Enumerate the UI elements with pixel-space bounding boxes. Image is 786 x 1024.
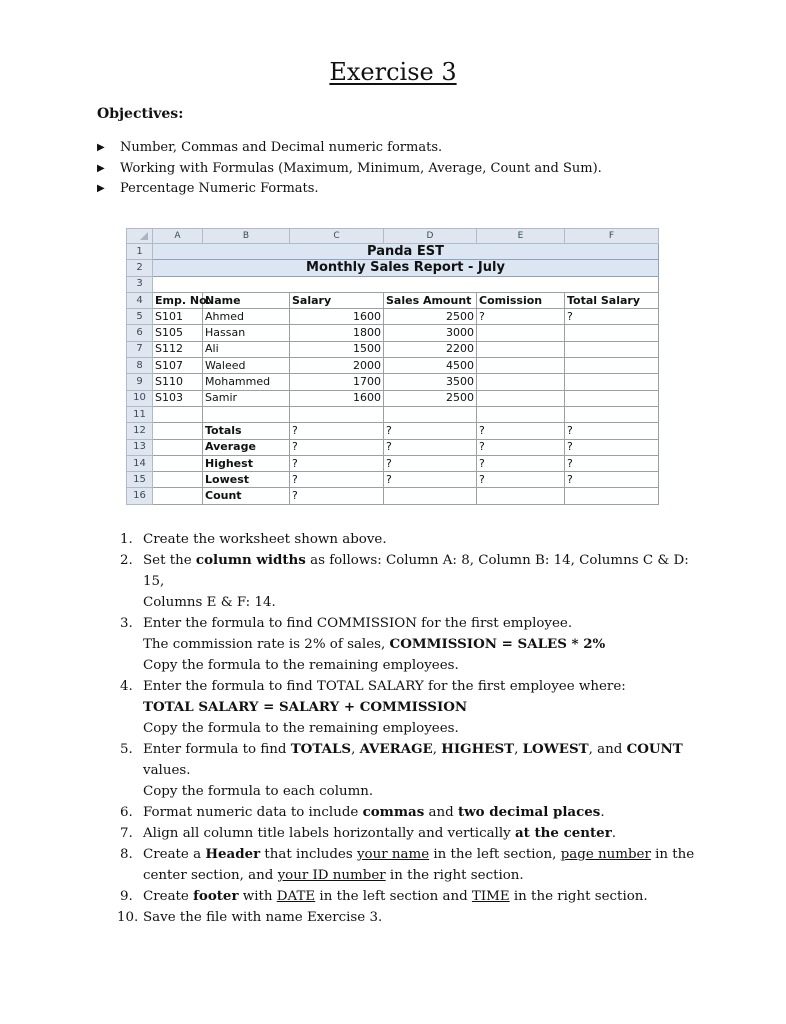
- header-emp-no: Emp. No.: [153, 292, 203, 308]
- empty-cell: [290, 406, 384, 422]
- summary-row: [127, 423, 659, 439]
- empty-cell: [153, 439, 203, 455]
- row-number: 15: [127, 472, 153, 488]
- commission-cell: [477, 358, 565, 374]
- step-8: 8. Create a Header that includes your name in the left section, page number in the center section, and your ID number in the right section.: [120, 846, 695, 883]
- step-2: 2. Set the column widths as follows: Column A: 8, Column B: 14, Columns C & D: 15, Columns E & F: 14.: [120, 552, 689, 610]
- summary-label: Lowest: [203, 472, 290, 488]
- row-number: 3: [127, 276, 153, 292]
- summary-sales-cell: ?: [384, 423, 477, 439]
- row-number: 14: [127, 455, 153, 471]
- step-9: 9. Create footer with DATE in the left section and TIME in the right section.: [120, 888, 648, 904]
- objective-item: ▶ Percentage Numeric Formats.: [97, 179, 602, 200]
- commission-cell: [477, 341, 565, 357]
- sheet-row-2: [127, 260, 659, 276]
- summary-row: [127, 472, 659, 488]
- total-salary-cell: [565, 374, 659, 390]
- bullet-arrow-icon: ▶: [97, 142, 105, 153]
- emp-name-cell: Ahmed: [203, 309, 290, 325]
- header-sales-amount: Sales Amount: [384, 292, 477, 308]
- summary-label: Highest: [203, 455, 290, 471]
- column-header-b: B: [203, 229, 290, 244]
- sales-cell: 2500: [384, 390, 477, 406]
- row-number: 2: [127, 260, 153, 276]
- summary-total-cell: ?: [565, 455, 659, 471]
- summary-sales-cell: ?: [384, 472, 477, 488]
- salary-cell: 1800: [290, 325, 384, 341]
- salary-cell: 1500: [290, 341, 384, 357]
- emp-name-cell: Ali: [203, 341, 290, 357]
- step-1: 1. Create the worksheet shown above.: [120, 532, 387, 547]
- summary-commission-cell: ?: [477, 439, 565, 455]
- summary-label: Count: [203, 488, 290, 504]
- step-5: 5. Enter formula to find TOTALS, AVERAGE, HIGHEST, LOWEST, and COUNT values. Copy the formula to each column.: [120, 741, 683, 799]
- total-salary-cell: [565, 325, 659, 341]
- step-4: 4. Enter the formula to find TOTAL SALARY for the first employee where: TOTAL SALARY = SALARY + COMMISSION Copy the formula to the remaining employees.: [120, 679, 626, 736]
- summary-salary-cell: ?: [290, 439, 384, 455]
- row-number: 16: [127, 488, 153, 504]
- row-number: 9: [127, 374, 153, 390]
- total-salary-cell: [565, 358, 659, 374]
- objective-item: ▶ Working with Formulas (Maximum, Minimum, Average, Count and Sum).: [97, 159, 602, 180]
- emp-id-cell: S107: [153, 358, 203, 374]
- salary-cell: 1600: [290, 390, 384, 406]
- row-number: 11: [127, 406, 153, 422]
- empty-cell: [203, 406, 290, 422]
- empty-cell: [565, 406, 659, 422]
- step-3: 3. Enter the formula to find COMMISSION for the first employee. The commission rate is 2% of sales, COMMISSION = SALES * 2% Copy the formula to the remaining employees.: [120, 616, 606, 673]
- emp-id-cell: S101: [153, 309, 203, 325]
- objectives-heading: Objectives:: [97, 106, 184, 122]
- company-title-cell: Panda EST: [153, 244, 659, 260]
- header-name: Name: [203, 292, 290, 308]
- instructions-list: [117, 529, 700, 928]
- summary-row: [127, 455, 659, 471]
- empty-cell: [153, 406, 203, 422]
- total-salary-cell: [565, 390, 659, 406]
- salary-cell: 2000: [290, 358, 384, 374]
- commission-cell: [477, 325, 565, 341]
- emp-name-cell: Waleed: [203, 358, 290, 374]
- summary-sales-cell: [384, 488, 477, 504]
- objectives-list: [97, 138, 602, 200]
- column-header-a: A: [153, 229, 203, 244]
- sheet-row-3: [127, 276, 659, 292]
- summary-commission-cell: ?: [477, 472, 565, 488]
- total-salary-cell: [565, 341, 659, 357]
- summary-total-cell: ?: [565, 439, 659, 455]
- employee-row: [127, 390, 659, 406]
- header-salary: Salary: [290, 292, 384, 308]
- sheet-row-1: [127, 244, 659, 260]
- empty-cell: [153, 423, 203, 439]
- row-number: 1: [127, 244, 153, 260]
- summary-sales-cell: ?: [384, 455, 477, 471]
- sales-cell: 3500: [384, 374, 477, 390]
- page-title: Exercise 3: [329, 58, 457, 86]
- empty-row: [153, 276, 659, 292]
- bullet-arrow-icon: ▶: [97, 162, 105, 174]
- summary-commission-cell: ?: [477, 455, 565, 471]
- step-7: 7. Align all column title labels horizontally and vertically at the center.: [120, 825, 617, 841]
- column-header-d: D: [384, 229, 477, 244]
- row-number: 7: [127, 341, 153, 357]
- emp-id-cell: S110: [153, 374, 203, 390]
- employee-row: [127, 374, 659, 390]
- step-6: 6. Format numeric data to include commas and two decimal places.: [120, 804, 605, 820]
- summary-total-cell: ?: [565, 472, 659, 488]
- emp-name-cell: Hassan: [203, 325, 290, 341]
- emp-id-cell: S103: [153, 390, 203, 406]
- row-number: 5: [127, 309, 153, 325]
- emp-id-cell: S105: [153, 325, 203, 341]
- objective-item: ▶ Number, Commas and Decimal numeric formats.: [97, 138, 602, 159]
- header-total-salary: Total Salary: [565, 292, 659, 308]
- emp-name-cell: Mohammed: [203, 374, 290, 390]
- select-all-corner: [127, 229, 153, 244]
- summary-label: Average: [203, 439, 290, 455]
- salary-cell: 1600: [290, 309, 384, 325]
- empty-cell: [153, 472, 203, 488]
- row-number: 4: [127, 292, 153, 308]
- sales-cell: 3000: [384, 325, 477, 341]
- salary-cell: 1700: [290, 374, 384, 390]
- column-header-row: [127, 229, 659, 244]
- commission-cell: [477, 390, 565, 406]
- column-header-c: C: [290, 229, 384, 244]
- summary-commission-cell: ?: [477, 423, 565, 439]
- sheet-row-4-headers: [127, 292, 659, 308]
- sheet-row-11: [127, 406, 659, 422]
- summary-label: Totals: [203, 423, 290, 439]
- employee-row: [127, 309, 659, 325]
- employee-row: [127, 358, 659, 374]
- summary-sales-cell: ?: [384, 439, 477, 455]
- header-commission: Comission: [477, 292, 565, 308]
- emp-name-cell: Samir: [203, 390, 290, 406]
- row-number: 6: [127, 325, 153, 341]
- summary-salary-cell: ?: [290, 455, 384, 471]
- summary-row: [127, 439, 659, 455]
- emp-id-cell: S112: [153, 341, 203, 357]
- summary-total-cell: [565, 488, 659, 504]
- row-number: 13: [127, 439, 153, 455]
- bullet-arrow-icon: ▶: [97, 183, 105, 194]
- summary-total-cell: ?: [565, 423, 659, 439]
- column-header-f: F: [565, 229, 659, 244]
- summary-salary-cell: ?: [290, 472, 384, 488]
- commission-cell: [477, 374, 565, 390]
- empty-cell: [153, 488, 203, 504]
- column-header-e: E: [477, 229, 565, 244]
- sales-cell: 2500: [384, 309, 477, 325]
- summary-row: [127, 488, 659, 504]
- sales-cell: 4500: [384, 358, 477, 374]
- total-salary-cell: ?: [565, 309, 659, 325]
- sales-cell: 2200: [384, 341, 477, 357]
- summary-salary-cell: ?: [290, 423, 384, 439]
- worksheet-grid: [126, 228, 659, 505]
- report-title-cell: Monthly Sales Report - July: [153, 260, 659, 276]
- employee-row: [127, 325, 659, 341]
- empty-cell: [153, 455, 203, 471]
- summary-commission-cell: [477, 488, 565, 504]
- row-number: 8: [127, 358, 153, 374]
- summary-salary-cell: ?: [290, 488, 384, 504]
- empty-cell: [477, 406, 565, 422]
- spreadsheet-image: [126, 228, 658, 505]
- empty-cell: [384, 406, 477, 422]
- commission-cell: ?: [477, 309, 565, 325]
- row-number: 10: [127, 390, 153, 406]
- employee-row: [127, 341, 659, 357]
- step-10: 10. Save the file with name Exercise 3.: [117, 910, 383, 925]
- row-number: 12: [127, 423, 153, 439]
